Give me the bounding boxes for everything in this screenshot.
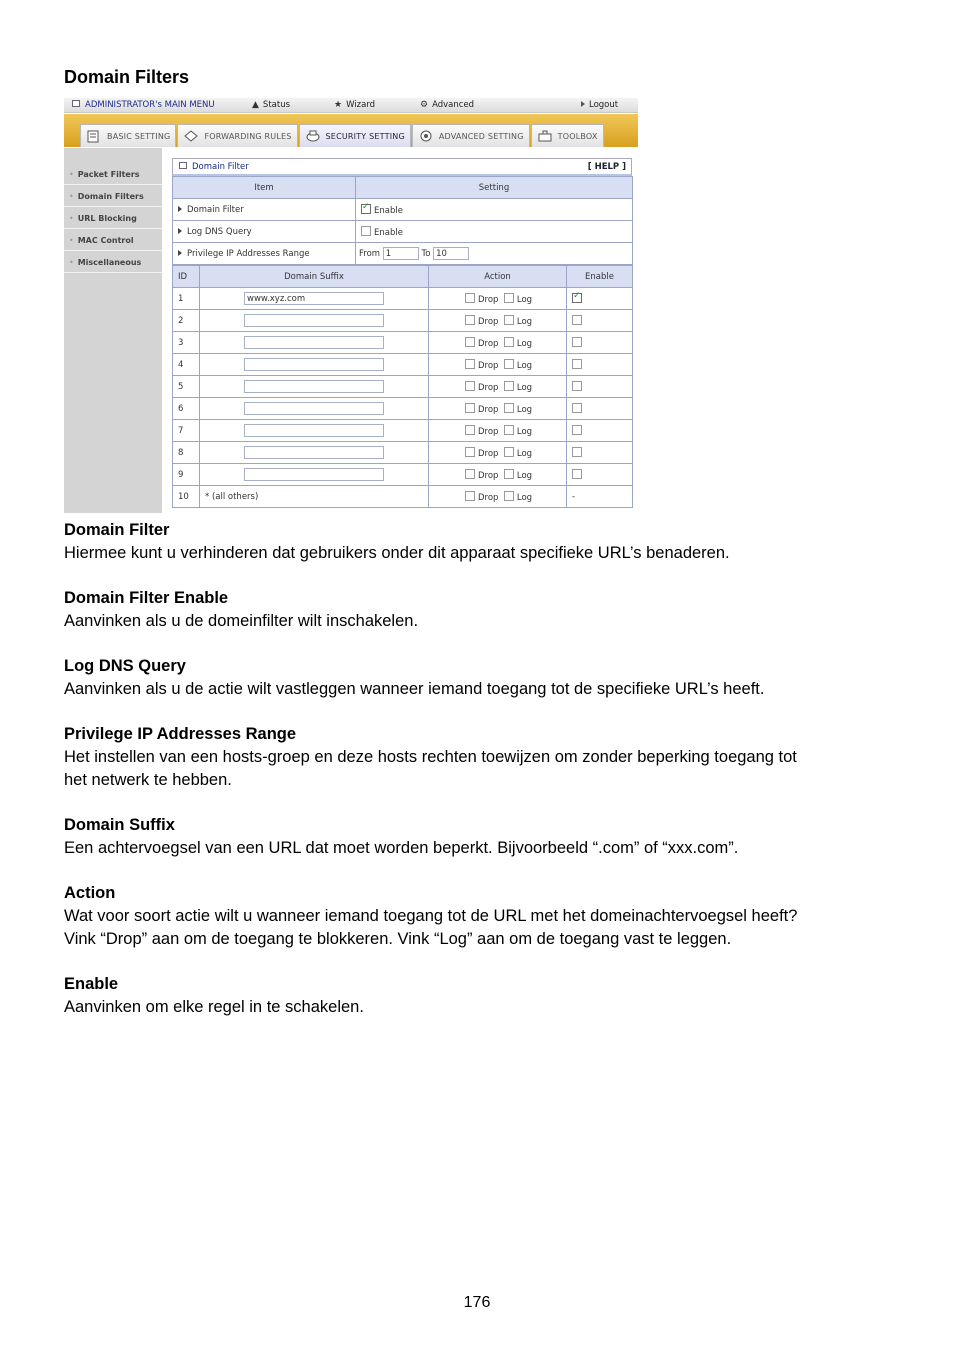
domain-suffix-input[interactable] (244, 424, 384, 437)
help-link[interactable]: [ HELP ] (587, 162, 626, 172)
page-title: Domain Filters (64, 67, 190, 87)
section-heading: Domain Filter Enable (64, 589, 229, 607)
drop-label: Drop (478, 316, 499, 327)
section-text: het netwerk te hebben. (64, 771, 232, 789)
log-checkbox[interactable] (504, 403, 514, 413)
section-heading: Enable (64, 975, 119, 993)
section-text: Wat voor soort actie wilt u wanneer iemand toegang tot de URL met het domeinachtervoegsel heeft? (64, 907, 798, 925)
rule-id: 5 (178, 381, 184, 392)
rule-enable-checkbox[interactable] (572, 337, 582, 347)
rule-enable-checkbox[interactable] (572, 381, 582, 391)
panel-title: Domain Filter (192, 162, 249, 172)
domain-suffix-input[interactable] (244, 402, 384, 415)
drop-label: Drop (478, 404, 499, 415)
rule-id: 4 (178, 359, 184, 370)
logout-link[interactable]: Logout (581, 100, 618, 110)
domain-rules-table (172, 265, 633, 508)
sidebar-item-domain-filters[interactable]: • Domain Filters (64, 186, 162, 207)
section-heading: Domain Suffix (64, 816, 175, 834)
section-heading: Privilege IP Addresses Range (64, 725, 297, 743)
drop-checkbox[interactable] (465, 403, 475, 413)
domain-filter-panel (172, 158, 632, 508)
drop-checkbox[interactable] (465, 315, 475, 325)
drop-label: Drop (478, 382, 499, 393)
domain-suffix-input[interactable] (244, 336, 384, 349)
table-row (173, 442, 633, 464)
domain-filter-enable-checkbox[interactable] (361, 204, 371, 214)
table-row (173, 310, 633, 332)
bullet-icon: • (69, 170, 74, 179)
table-row (173, 288, 633, 310)
router-ui-screenshot (64, 98, 638, 513)
drop-checkbox[interactable] (465, 293, 475, 303)
rule-enable-checkbox[interactable] (572, 315, 582, 325)
drop-label: Drop (478, 426, 499, 437)
to-ip-input[interactable]: 10 (433, 247, 469, 260)
description-sections (64, 519, 894, 1041)
rule-id: 10 (178, 491, 189, 502)
col-id-header: ID (173, 266, 200, 288)
drop-label: Drop (478, 360, 499, 371)
table-row (173, 376, 633, 398)
panel-header (172, 158, 632, 176)
log-checkbox[interactable] (504, 337, 514, 347)
rule-id: 9 (178, 469, 184, 480)
drop-checkbox[interactable] (465, 337, 475, 347)
description-section (64, 723, 894, 792)
caret-right-icon (178, 228, 182, 234)
domain-suffix-input[interactable] (244, 380, 384, 393)
domain-suffix-input[interactable] (244, 314, 384, 327)
log-label: Log (516, 448, 533, 459)
log-checkbox[interactable] (504, 293, 514, 303)
section-text: Een achtervoegsel van een URL dat moet worden beperkt. Bijvoorbeeld “.com” of “xxx.com”. (64, 839, 739, 857)
description-section (64, 519, 894, 565)
drop-checkbox[interactable] (465, 381, 475, 391)
drop-label: Drop (478, 294, 499, 305)
table-row (173, 354, 633, 376)
drop-checkbox[interactable] (465, 425, 475, 435)
domain-suffix-input[interactable] (244, 358, 384, 371)
bullet-icon: • (69, 214, 74, 223)
settings-table: Item Setting Domain Filter ✓ Enable Log DNS Query Enable Privilege IP Addresses Range From 1 To 10 (172, 176, 633, 265)
admin-main-menu-link[interactable]: ADMINISTRATOR's MAIN MENU (72, 100, 215, 110)
drop-label: Drop (478, 448, 499, 459)
rule-id: 3 (178, 337, 184, 348)
advanced-setting-icon (418, 129, 434, 143)
log-label: Log (516, 426, 533, 437)
drop-label: Drop (478, 470, 499, 481)
description-section (64, 882, 894, 951)
rule-id: 7 (178, 425, 184, 436)
basic-setting-icon (86, 129, 102, 143)
description-section (64, 587, 894, 633)
col-enable-header: Enable (567, 266, 633, 288)
rule-id: 2 (178, 315, 184, 326)
rule-id: 1 (178, 293, 184, 304)
section-text: Aanvinken als u de actie wilt vastleggen wanneer iemand toegang tot de specifieke URL’s heeft. (64, 680, 765, 698)
description-section (64, 814, 894, 860)
table-row (173, 464, 633, 486)
col-setting-header: Setting (356, 177, 633, 199)
from-ip-input[interactable]: 1 (383, 247, 419, 260)
log-label: Log (516, 338, 533, 349)
table-row (173, 420, 633, 442)
col-suffix-header: Domain Suffix (200, 266, 429, 288)
description-section (64, 973, 894, 1019)
section-text: Aanvinken om elke regel in te schakelen. (64, 998, 364, 1016)
log-dns-query-label: Log DNS Query (187, 226, 252, 237)
section-text: Hiermee kunt u verhinderen dat gebruikers onder dit apparaat specifieke URL’s benaderen. (64, 544, 730, 562)
log-checkbox[interactable] (504, 491, 514, 501)
bullet-icon: • (69, 192, 74, 201)
log-checkbox[interactable] (504, 469, 514, 479)
rule-id: 8 (178, 447, 184, 458)
log-label: Log (516, 470, 533, 481)
toolbox-icon (537, 129, 553, 143)
log-checkbox[interactable] (504, 425, 514, 435)
main-tab-bar (64, 114, 638, 147)
all-others-label: * (all others) (205, 491, 259, 502)
col-action-header: Action (429, 266, 567, 288)
drop-checkbox[interactable] (465, 491, 475, 501)
log-label: Log (516, 492, 533, 503)
wizard-icon: ★ (334, 100, 343, 110)
log-checkbox[interactable] (504, 381, 514, 391)
forwarding-rules-icon (183, 129, 199, 143)
log-checkbox[interactable] (504, 359, 514, 369)
page-number: 176 (463, 1294, 491, 1311)
section-text: Aanvinken als u de domeinfilter wilt inschakelen. (64, 612, 419, 630)
domain-filter-label: Domain Filter (187, 204, 244, 215)
sidebar (64, 148, 162, 513)
rule-enable-checkbox[interactable] (572, 469, 582, 479)
rule-enable-checkbox[interactable] (572, 359, 582, 369)
rule-enable-checkbox[interactable] (572, 403, 582, 413)
rule-enable-checkbox[interactable] (572, 425, 582, 435)
domain-suffix-input[interactable] (244, 446, 384, 459)
table-row (173, 486, 633, 508)
log-label: Log (516, 316, 533, 327)
status-icon: ▲ (252, 100, 259, 110)
tab-basic-setting[interactable]: BASIC SETTING (80, 124, 176, 147)
table-row (173, 398, 633, 420)
domain-suffix-input[interactable]: www.xyz.com (244, 292, 384, 305)
log-label: Log (516, 360, 533, 371)
drop-label: Drop (478, 338, 499, 349)
section-text: Het instellen van een hosts-groep en deze hosts rechten toewijzen om zonder beperking toegang tot (64, 748, 797, 766)
tab-security-setting[interactable]: SECURITY SETTING (299, 124, 411, 147)
col-item-header: Item (173, 177, 356, 199)
wizard-link[interactable]: ★ Wizard (334, 100, 376, 110)
log-label: Log (516, 382, 533, 393)
sidebar-item-miscellaneous[interactable]: • Miscellaneous (64, 252, 162, 273)
rule-enable-checkbox[interactable] (572, 293, 582, 303)
drop-checkbox[interactable] (465, 469, 475, 479)
table-row (173, 332, 633, 354)
log-checkbox[interactable] (504, 447, 514, 457)
enable-placeholder: - (572, 491, 576, 502)
rule-enable-checkbox[interactable] (572, 447, 582, 457)
domain-suffix-input[interactable] (244, 468, 384, 481)
panel-square-icon (179, 162, 187, 169)
advanced-link[interactable]: ⚙ Advanced (420, 100, 475, 110)
log-checkbox[interactable] (504, 315, 514, 325)
top-menu-bar (64, 98, 638, 113)
status-link[interactable]: ▲ Status (252, 100, 291, 110)
section-heading: Action (64, 884, 116, 902)
drop-checkbox[interactable] (465, 359, 475, 369)
log-label: Log (516, 404, 533, 415)
tab-advanced-setting[interactable]: ADVANCED SETTING (412, 124, 530, 147)
log-dns-enable-checkbox[interactable] (361, 226, 371, 236)
tab-toolbox[interactable]: TOOLBOX (531, 124, 604, 147)
security-setting-icon (305, 129, 321, 143)
bullet-icon: • (69, 236, 74, 245)
advanced-icon: ⚙ (420, 100, 429, 110)
section-heading: Log DNS Query (64, 657, 186, 675)
drop-label: Drop (478, 492, 499, 503)
drop-checkbox[interactable] (465, 447, 475, 457)
caret-right-icon (178, 250, 182, 256)
section-heading: Domain Filter (64, 521, 170, 539)
privilege-ip-range-label: Privilege IP Addresses Range (187, 248, 310, 259)
menu-square-icon (72, 100, 80, 107)
arrow-right-icon (581, 101, 585, 107)
section-text: Vink “Drop” aan om de toegang te blokkeren. Vink “Log” aan om de toegang vast te leggen. (64, 930, 732, 948)
tab-forwarding-rules[interactable]: FORWARDING RULES (177, 124, 297, 147)
sidebar-item-mac-control[interactable]: • MAC Control (64, 230, 162, 251)
caret-right-icon (178, 206, 182, 212)
sidebar-item-url-blocking[interactable]: • URL Blocking (64, 208, 162, 229)
rule-id: 6 (178, 403, 184, 414)
log-label: Log (516, 294, 533, 305)
description-section (64, 655, 894, 701)
bullet-icon: • (69, 258, 74, 267)
sidebar-item-packet-filters[interactable]: • Packet Filters (64, 164, 162, 185)
